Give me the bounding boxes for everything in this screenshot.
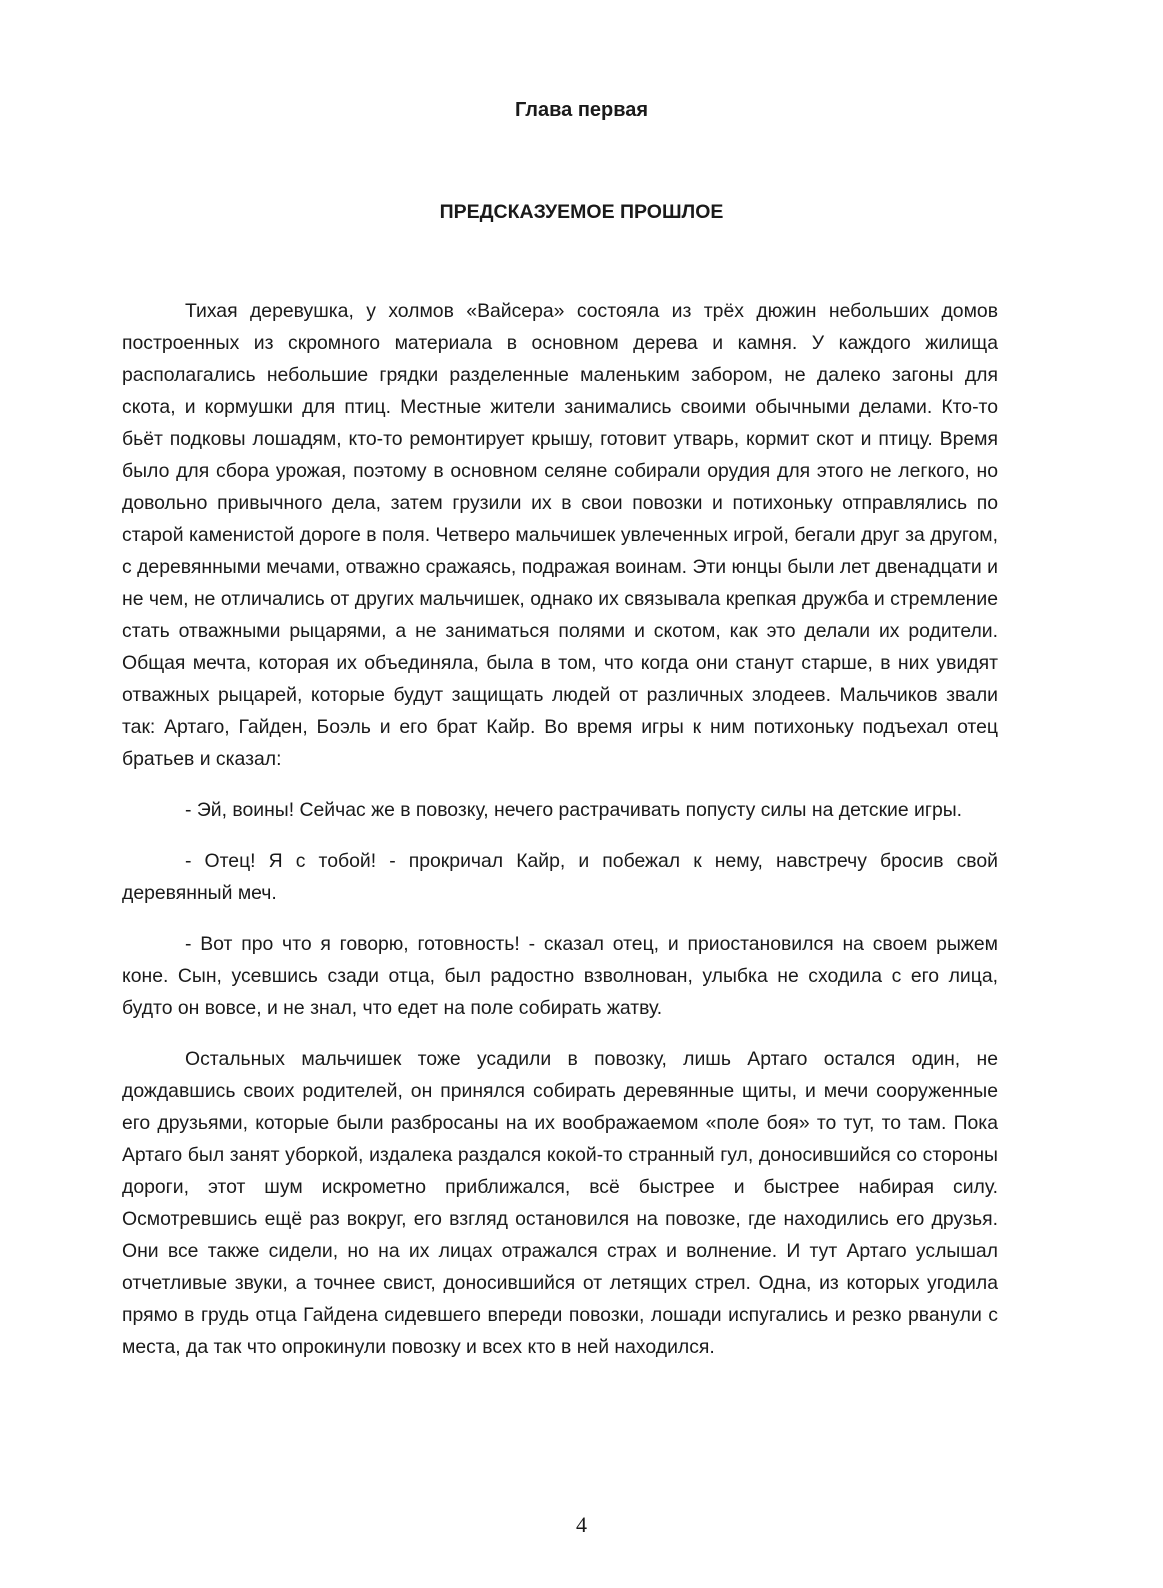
paragraph: Тихая деревушка, у холмов «Вайсера» состояла из трёх дюжин небольших домов построенных из скромного материала в основном дерева и камня. У каждого жилища располагались небольшие грядки разделенные маленьким забором, не далеко загоны для скота, и кормушки для птиц. Местные жители занимались своими обычными делами. Кто-то бьёт подковы лошадям, кто-то ремонтирует крышу, готовит утварь, кормит скот и птицу. Время было для сбора урожая, поэтому в основном селяне собирали орудия для этого не легкого, но довольно привычного дела, затем грузили их в свои повозки и потихоньку отправлялись по старой каменистой дороге в поля. Четверо мальчишек увлеченных игрой, бегали друг за другом, с деревянными мечами, отважно сражаясь, подражая воинам. Эти юнцы были лет двенадцати и не чем, не отличались от других мальчишек, однако их связывала крепкая дружба и стремление стать отважными рыцарями, а не заниматься полями и скотом, как это делали их родители. Общая мечта, которая их объединяла, была в том, что когда они станут старше, в них увидят отважных рыцарей, которые будут защищать людей от различных злодеев. Мальчиков звали так: Артаго, Гайден, Боэль и его брат Кайр. Во время игры к ним потихоньку подъехал отец братьев и сказал: xyxy=(122,300,998,770)
paragraph: - Эй, воины! Сейчас же в повозку, нечего растрачивать попусту силы на детские игры. xyxy=(185,799,963,821)
body-text xyxy=(122,295,998,1382)
chapter-title: ПРЕДСКАЗУЕМОЕ ПРОШЛОЕ xyxy=(439,201,724,223)
paragraph: - Вот про что я говорю, готовность! - сказал отец, и приостановился на своем рыжем коне. Сын, усевшись сзади отца, был радостно взволнован, улыбка не сходила с его лица, будто он вовсе, и не знал, что едет на поле собирать жатву. xyxy=(122,933,998,1019)
paragraph: Остальных мальчишек тоже усадили в повозку, лишь Артаго остался один, не дождавшись своих родителей, он принялся собирать деревянные щиты, и мечи сооруженные его друзьями, которые были разбросаны на их воображаемом «поле боя» то тут, то там. Пока Артаго был занят уборкой, издалека раздался кокой-то странный гул, доносившийся со стороны дороги, этот шум искрометно приближался, всё быстрее и быстрее набирая силу. Осмотревшись ещё раз вокруг, его взгляд остановился на повозке, где находились его друзья. Они все также сидели, но на их лицах отражался страх и волнение. И тут Артаго услышал отчетливые звуки, а точнее свист, доносившийся от летящих стрел. Одна, из которых угодила прямо в грудь отца Гайдена сидевшего впереди повозки, лошади испугались и резко рванули с места, да так что опрокинули повозку и всех кто в ней находился. xyxy=(122,1048,998,1358)
paragraph: - Отец! Я с тобой! - прокричал Кайр, и побежал к нему, навстречу бросив свой деревянный меч. xyxy=(122,850,998,904)
page-number: 4 xyxy=(576,1512,587,1537)
chapter-label: Глава первая xyxy=(514,99,649,121)
